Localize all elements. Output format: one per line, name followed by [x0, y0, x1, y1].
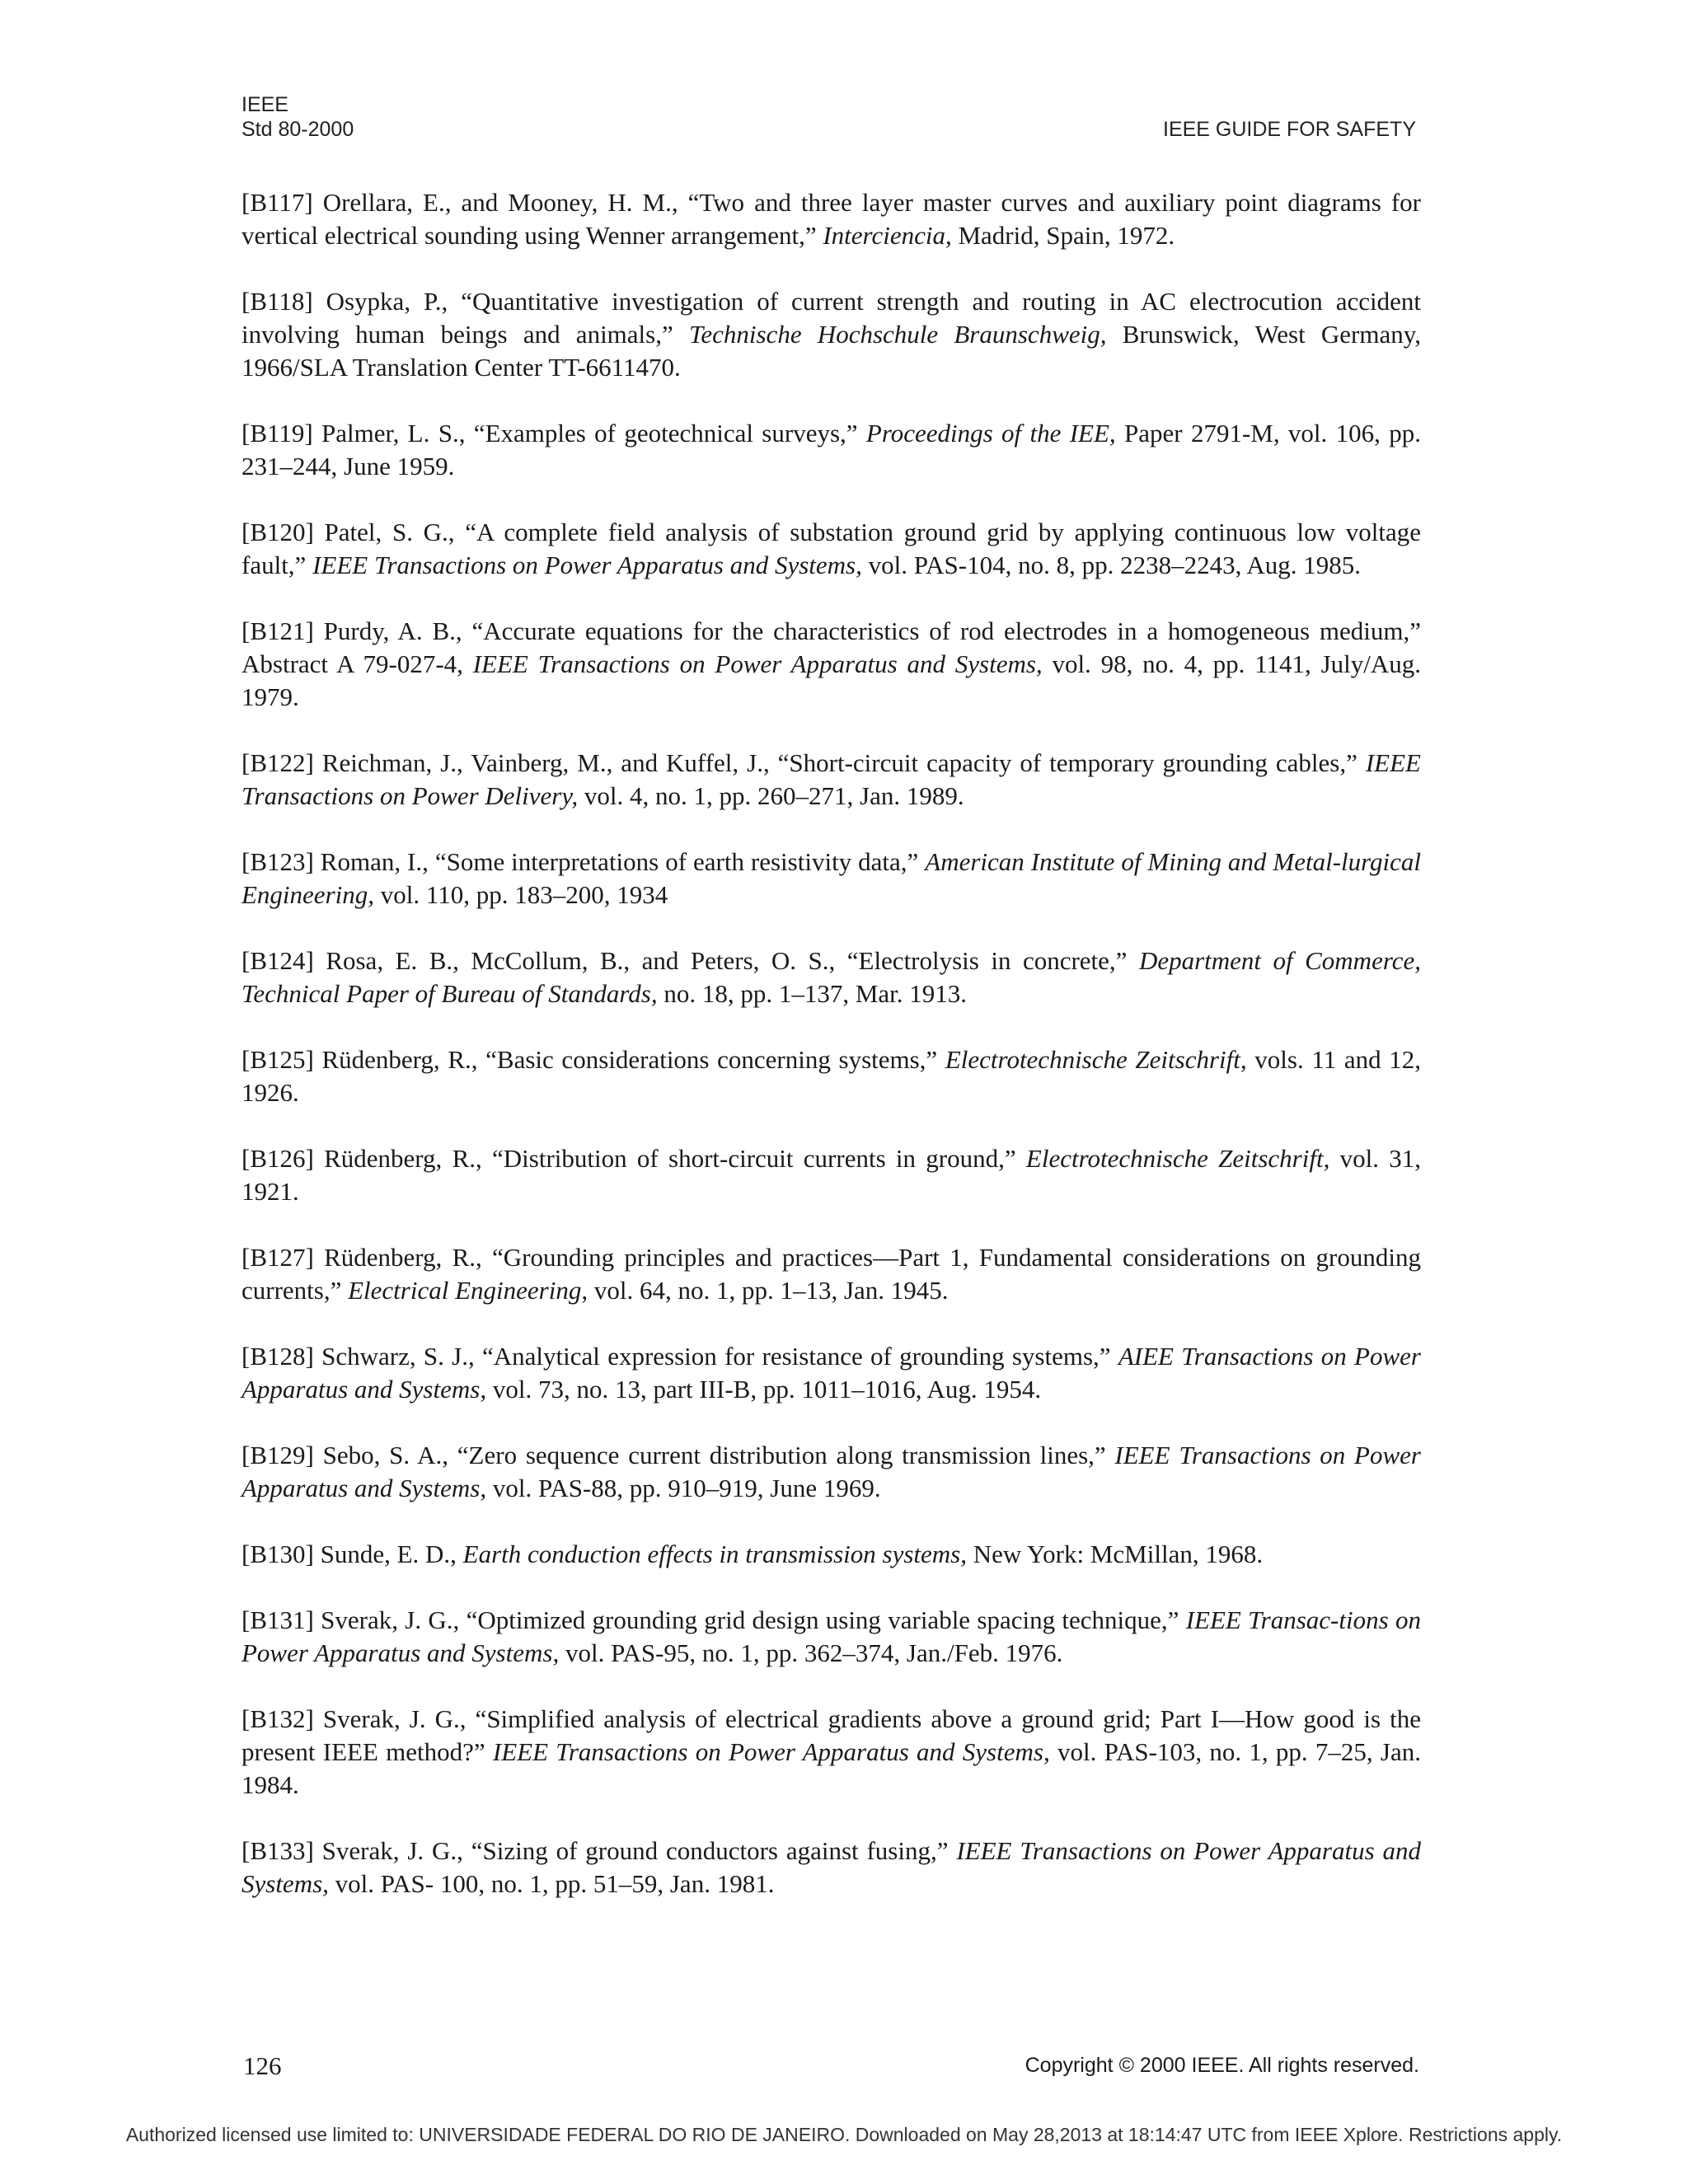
- reference-source: IEEE Transactions on Power Apparatus and Systems,: [312, 551, 862, 579]
- reference-source: Interciencia,: [823, 221, 952, 250]
- running-header-left: [241, 92, 354, 142]
- reference-text: [B118] Osypka, P., “Quantitative investigation of current strength and routing in AC electrocution accident involving human beings and animals,”: [241, 287, 1421, 349]
- reference-entry: [241, 1142, 1421, 1208]
- reference-entry: [241, 1604, 1421, 1670]
- reference-details: vol. PAS-104, no. 8, pp. 2238–2243, Aug. 1985.: [861, 551, 1362, 579]
- reference-entry: [241, 1835, 1421, 1900]
- reference-details: vol. PAS-88, pp. 910–919, June 1969.: [486, 1474, 881, 1502]
- reference-source: IEEE Transactions on Power Apparatus and Systems,: [472, 649, 1043, 678]
- reference-details: vol. 31, 1921.: [241, 1144, 1421, 1206]
- reference-text: [B129] Sebo, S. A., “Zero sequence current distribution along transmission lines,”: [241, 1441, 1115, 1469]
- reference-entry: [241, 1703, 1421, 1802]
- reference-entry: [241, 1241, 1421, 1307]
- reference-text: [B133] Sverak, J. G., “Sizing of ground conductors against fusing,”: [241, 1836, 957, 1865]
- reference-entry: [241, 1439, 1421, 1505]
- reference-entry: [241, 285, 1421, 384]
- reference-text: [B130] Sunde, E. D.,: [241, 1540, 463, 1568]
- reference-details: New York: McMillan, 1968.: [967, 1540, 1264, 1568]
- reference-text: [B121] Purdy, A. B., “Accurate equations for the characteristics of rod electrodes in a homogeneous medium,” Abstract A 79-027-4,: [241, 616, 1421, 678]
- reference-details: Paper 2791-M, vol. 106, pp. 231–244, June 1959.: [241, 419, 1421, 480]
- reference-source: IEEE Transactions on Power Delivery,: [241, 748, 1421, 810]
- reference-source: IEEE Transactions on Power Apparatus and Systems,: [241, 1836, 1421, 1898]
- reference-details: Brunswick, West Germany, 1966/SLA Translation Center TT-6611470.: [241, 320, 1421, 382]
- reference-source: IEEE Transactions on Power Apparatus and Systems,: [492, 1737, 1050, 1766]
- header-title: IEEE GUIDE FOR SAFETY: [1163, 118, 1416, 141]
- reference-details: vol. 110, pp. 183–200, 1934: [374, 880, 668, 909]
- reference-text: [B125] Rüdenberg, R., “Basic considerations concerning systems,”: [241, 1045, 945, 1074]
- reference-source: AIEE Transactions on Power Apparatus and Systems,: [241, 1342, 1421, 1404]
- reference-entry: [241, 186, 1421, 252]
- reference-details: vol. PAS-95, no. 1, pp. 362–374, Jan./Feb. 1976.: [559, 1638, 1063, 1667]
- reference-details: no. 18, pp. 1–137, Mar. 1913.: [657, 979, 968, 1008]
- reference-source: Proceedings of the IEE,: [865, 419, 1116, 448]
- reference-source: IEEE Transac-tions on Power Apparatus and Systems,: [241, 1605, 1421, 1667]
- reference-entry: [241, 944, 1421, 1010]
- reference-source: Electrotechnische Zeitschrift,: [1025, 1144, 1330, 1173]
- reference-text: [B128] Schwarz, S. J., “Analytical expression for resistance of grounding systems,”: [241, 1342, 1118, 1371]
- reference-text: [B123] Roman, I., “Some interpretations of earth resistivity data,”: [241, 847, 926, 876]
- reference-details: vol. 64, no. 1, pp. 1–13, Jan. 1945.: [588, 1276, 949, 1305]
- reference-entry: [241, 1043, 1421, 1109]
- reference-text: [B119] Palmer, L. S., “Examples of geotechnical surveys,”: [241, 419, 866, 448]
- reference-text: [B120] Patel, S. G., “A complete field analysis of substation ground grid by applying continuous low voltage fault,”: [241, 518, 1421, 579]
- reference-entry: [241, 747, 1421, 813]
- header-org: IEEE: [241, 93, 288, 116]
- reference-source: Department of Commerce, Technical Paper of Bureau of Standards,: [241, 946, 1422, 1008]
- reference-text: [B124] Rosa, E. B., McCollum, B., and Peters, O. S., “Electrolysis in concrete,”: [241, 946, 1139, 975]
- reference-text: [B131] Sverak, J. G., “Optimized grounding grid design using variable spacing technique,”: [241, 1605, 1186, 1634]
- reference-source: Electrical Engineering,: [348, 1276, 588, 1305]
- copyright-notice: Copyright © 2000 IEEE. All rights reserved.: [1025, 2054, 1419, 2077]
- reference-entry: [241, 615, 1421, 714]
- reference-text: [B127] Rüdenberg, R., “Grounding principles and practices—Part 1, Fundamental considerations on grounding currents,”: [241, 1243, 1421, 1305]
- reference-text: [B122] Reichman, J., Vainberg, M., and Kuffel, J., “Short-circuit capacity of temporary grounding cables,”: [241, 748, 1366, 777]
- reference-source: American Institute of Mining and Metal-lurgical Engineering,: [241, 847, 1422, 909]
- reference-text: [B117] Orellara, E., and Mooney, H. M., “Two and three layer master curves and auxiliary point diagrams for vertical electrical sounding using Wenner arrangement,”: [241, 188, 1421, 250]
- header-std-number: Std 80-2000: [241, 118, 354, 141]
- reference-details: vol. PAS- 100, no. 1, pp. 51–59, Jan. 1981.: [328, 1869, 775, 1898]
- reference-entry: [241, 516, 1421, 582]
- reference-entry: [241, 1538, 1421, 1571]
- reference-entry: [241, 417, 1421, 483]
- reference-entry: [241, 846, 1421, 912]
- reference-details: vols. 11 and 12, 1926.: [241, 1045, 1421, 1107]
- reference-details: vol. 73, no. 13, part III-B, pp. 1011–1016, Aug. 1954.: [486, 1375, 1042, 1404]
- reference-source: Earth conduction effects in transmission systems,: [462, 1540, 967, 1568]
- reference-source: IEEE Transactions on Power Apparatus and Systems,: [241, 1441, 1421, 1502]
- reference-source: Electrotechnische Zeitschrift,: [945, 1045, 1247, 1074]
- reference-text: [B132] Sverak, J. G., “Simplified analysis of electrical gradients above a ground grid; Part I—How good is the present IEEE method?”: [241, 1704, 1421, 1766]
- reference-details: Madrid, Spain, 1972.: [951, 221, 1175, 250]
- reference-text: [B126] Rüdenberg, R., “Distribution of short-circuit currents in ground,”: [241, 1144, 1026, 1173]
- reference-details: vol. PAS-103, no. 1, pp. 7–25, Jan. 1984.: [241, 1737, 1421, 1799]
- page-number: 126: [243, 2051, 282, 2080]
- license-notice: Authorized licensed use limited to: UNIVERSIDADE FEDERAL DO RIO DE JANEIRO. Downloaded on May 28,2013 at 18:14:47 UTC from IEEE Xplore. Restrictions apply.: [125, 2124, 1563, 2145]
- reference-details: vol. 98, no. 4, pp. 1141, July/Aug. 1979.: [241, 649, 1421, 711]
- reference-source: Technische Hochschule Braunschweig,: [688, 320, 1107, 349]
- reference-entry: [241, 1340, 1421, 1406]
- reference-details: vol. 4, no. 1, pp. 260–271, Jan. 1989.: [578, 781, 964, 810]
- reference-list: [241, 186, 1421, 1933]
